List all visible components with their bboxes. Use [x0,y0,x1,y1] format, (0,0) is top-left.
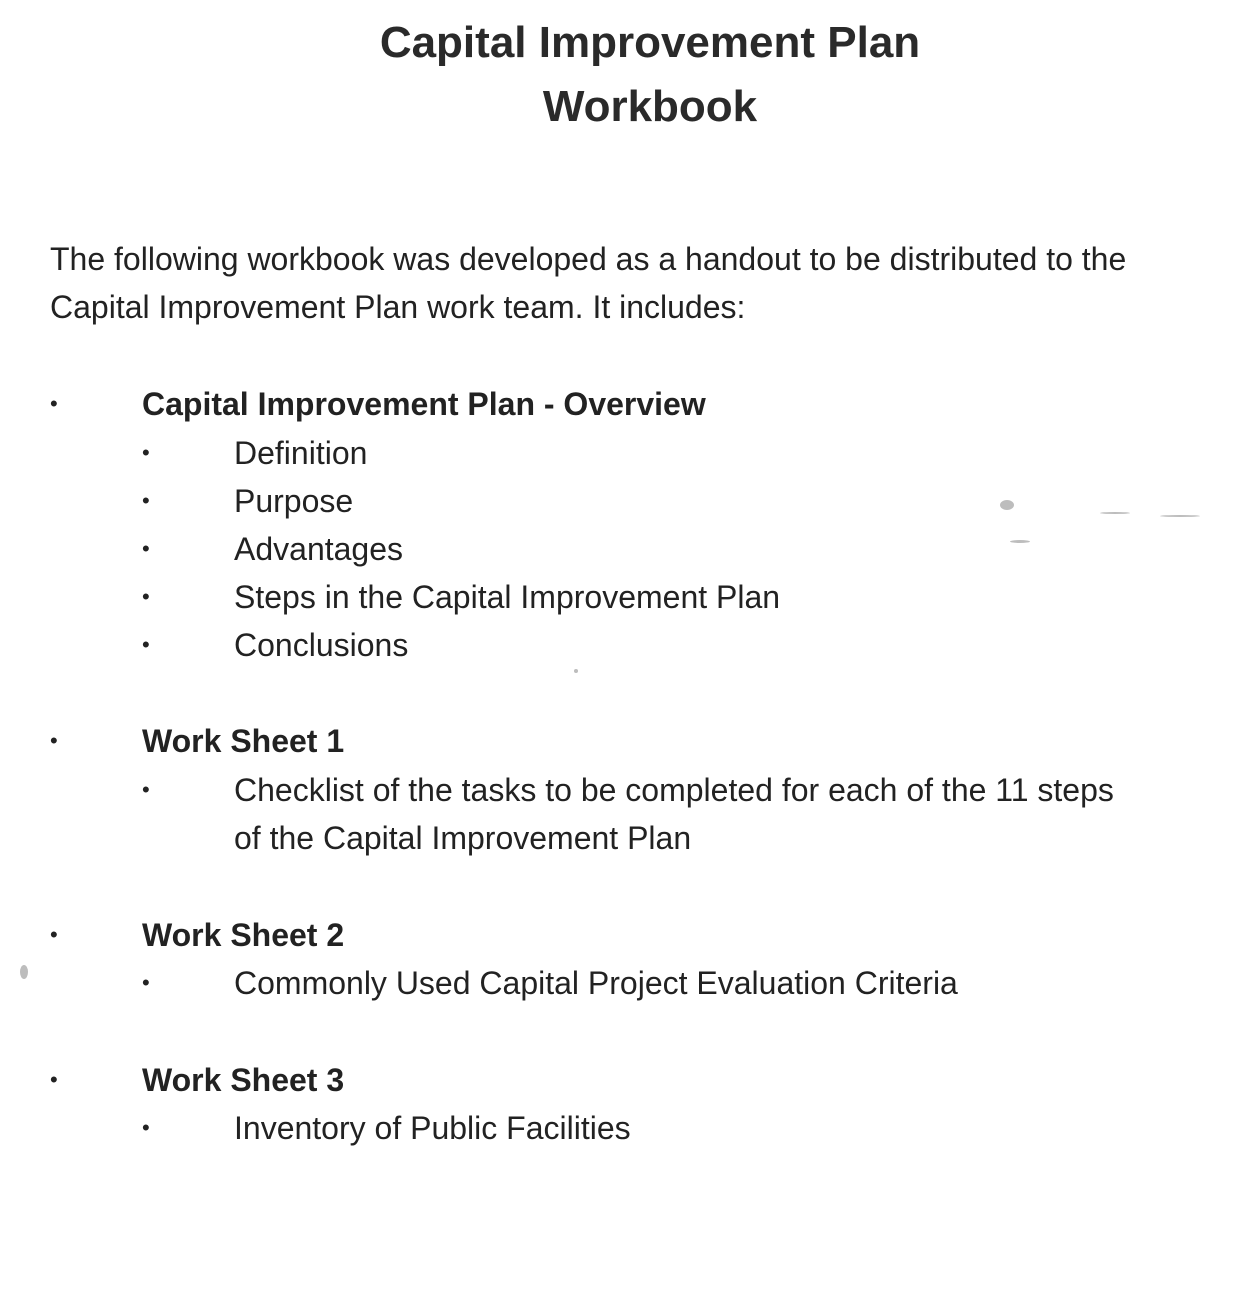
document-subtitle: Workbook [542,82,758,131]
intro-paragraph [50,235,1240,331]
document-title: Capital Improvement Plan [379,18,921,67]
bullet-icon: • [142,536,150,561]
scan-speck [1000,500,1014,510]
intro-line: Capital Improvement Plan work team. It includes: [50,289,746,325]
bullet-icon: • [142,440,150,465]
list-item: Conclusions [234,627,409,663]
list-item: Inventory of Public Facilities [234,1110,631,1146]
list-item: Advantages [234,531,404,567]
section-heading-work-sheet-1: Work Sheet 1 [142,723,345,759]
list-item: Checklist of the tasks to be completed for each of the 11 steps [234,772,1114,808]
bullet-icon: • [142,584,150,609]
section-heading-overview: Capital Improvement Plan - Overview [142,386,706,422]
scan-speck [1010,540,1030,543]
section-heading-work-sheet-2: Work Sheet 2 [142,917,345,953]
bullet-icon: • [142,1115,150,1140]
list-item: Commonly Used Capital Project Evaluation Criteria [234,965,958,1001]
list-item: Purpose [234,483,354,519]
section-heading-work-sheet-3: Work Sheet 3 [142,1062,345,1098]
bullet-icon: • [142,488,150,513]
list-item-continuation: of the Capital Improvement Plan [234,820,692,856]
bullet-icon: • [142,777,150,802]
bullet-icon: • [142,970,150,995]
bullet-icon: • [142,632,150,657]
bullet-icon: • [50,1067,58,1092]
scan-speck [1100,512,1130,514]
scan-speck [574,669,578,673]
intro-line: The following workbook was developed as a handout to be distributed to the [50,241,1127,277]
list-item: Definition [234,435,368,471]
scan-speck [1160,515,1200,517]
list-item: Steps in the Capital Improvement Plan [234,579,781,615]
bullet-icon: • [50,728,58,753]
scan-speck [20,965,28,979]
bullet-icon: • [50,922,58,947]
bullet-icon: • [50,391,58,416]
